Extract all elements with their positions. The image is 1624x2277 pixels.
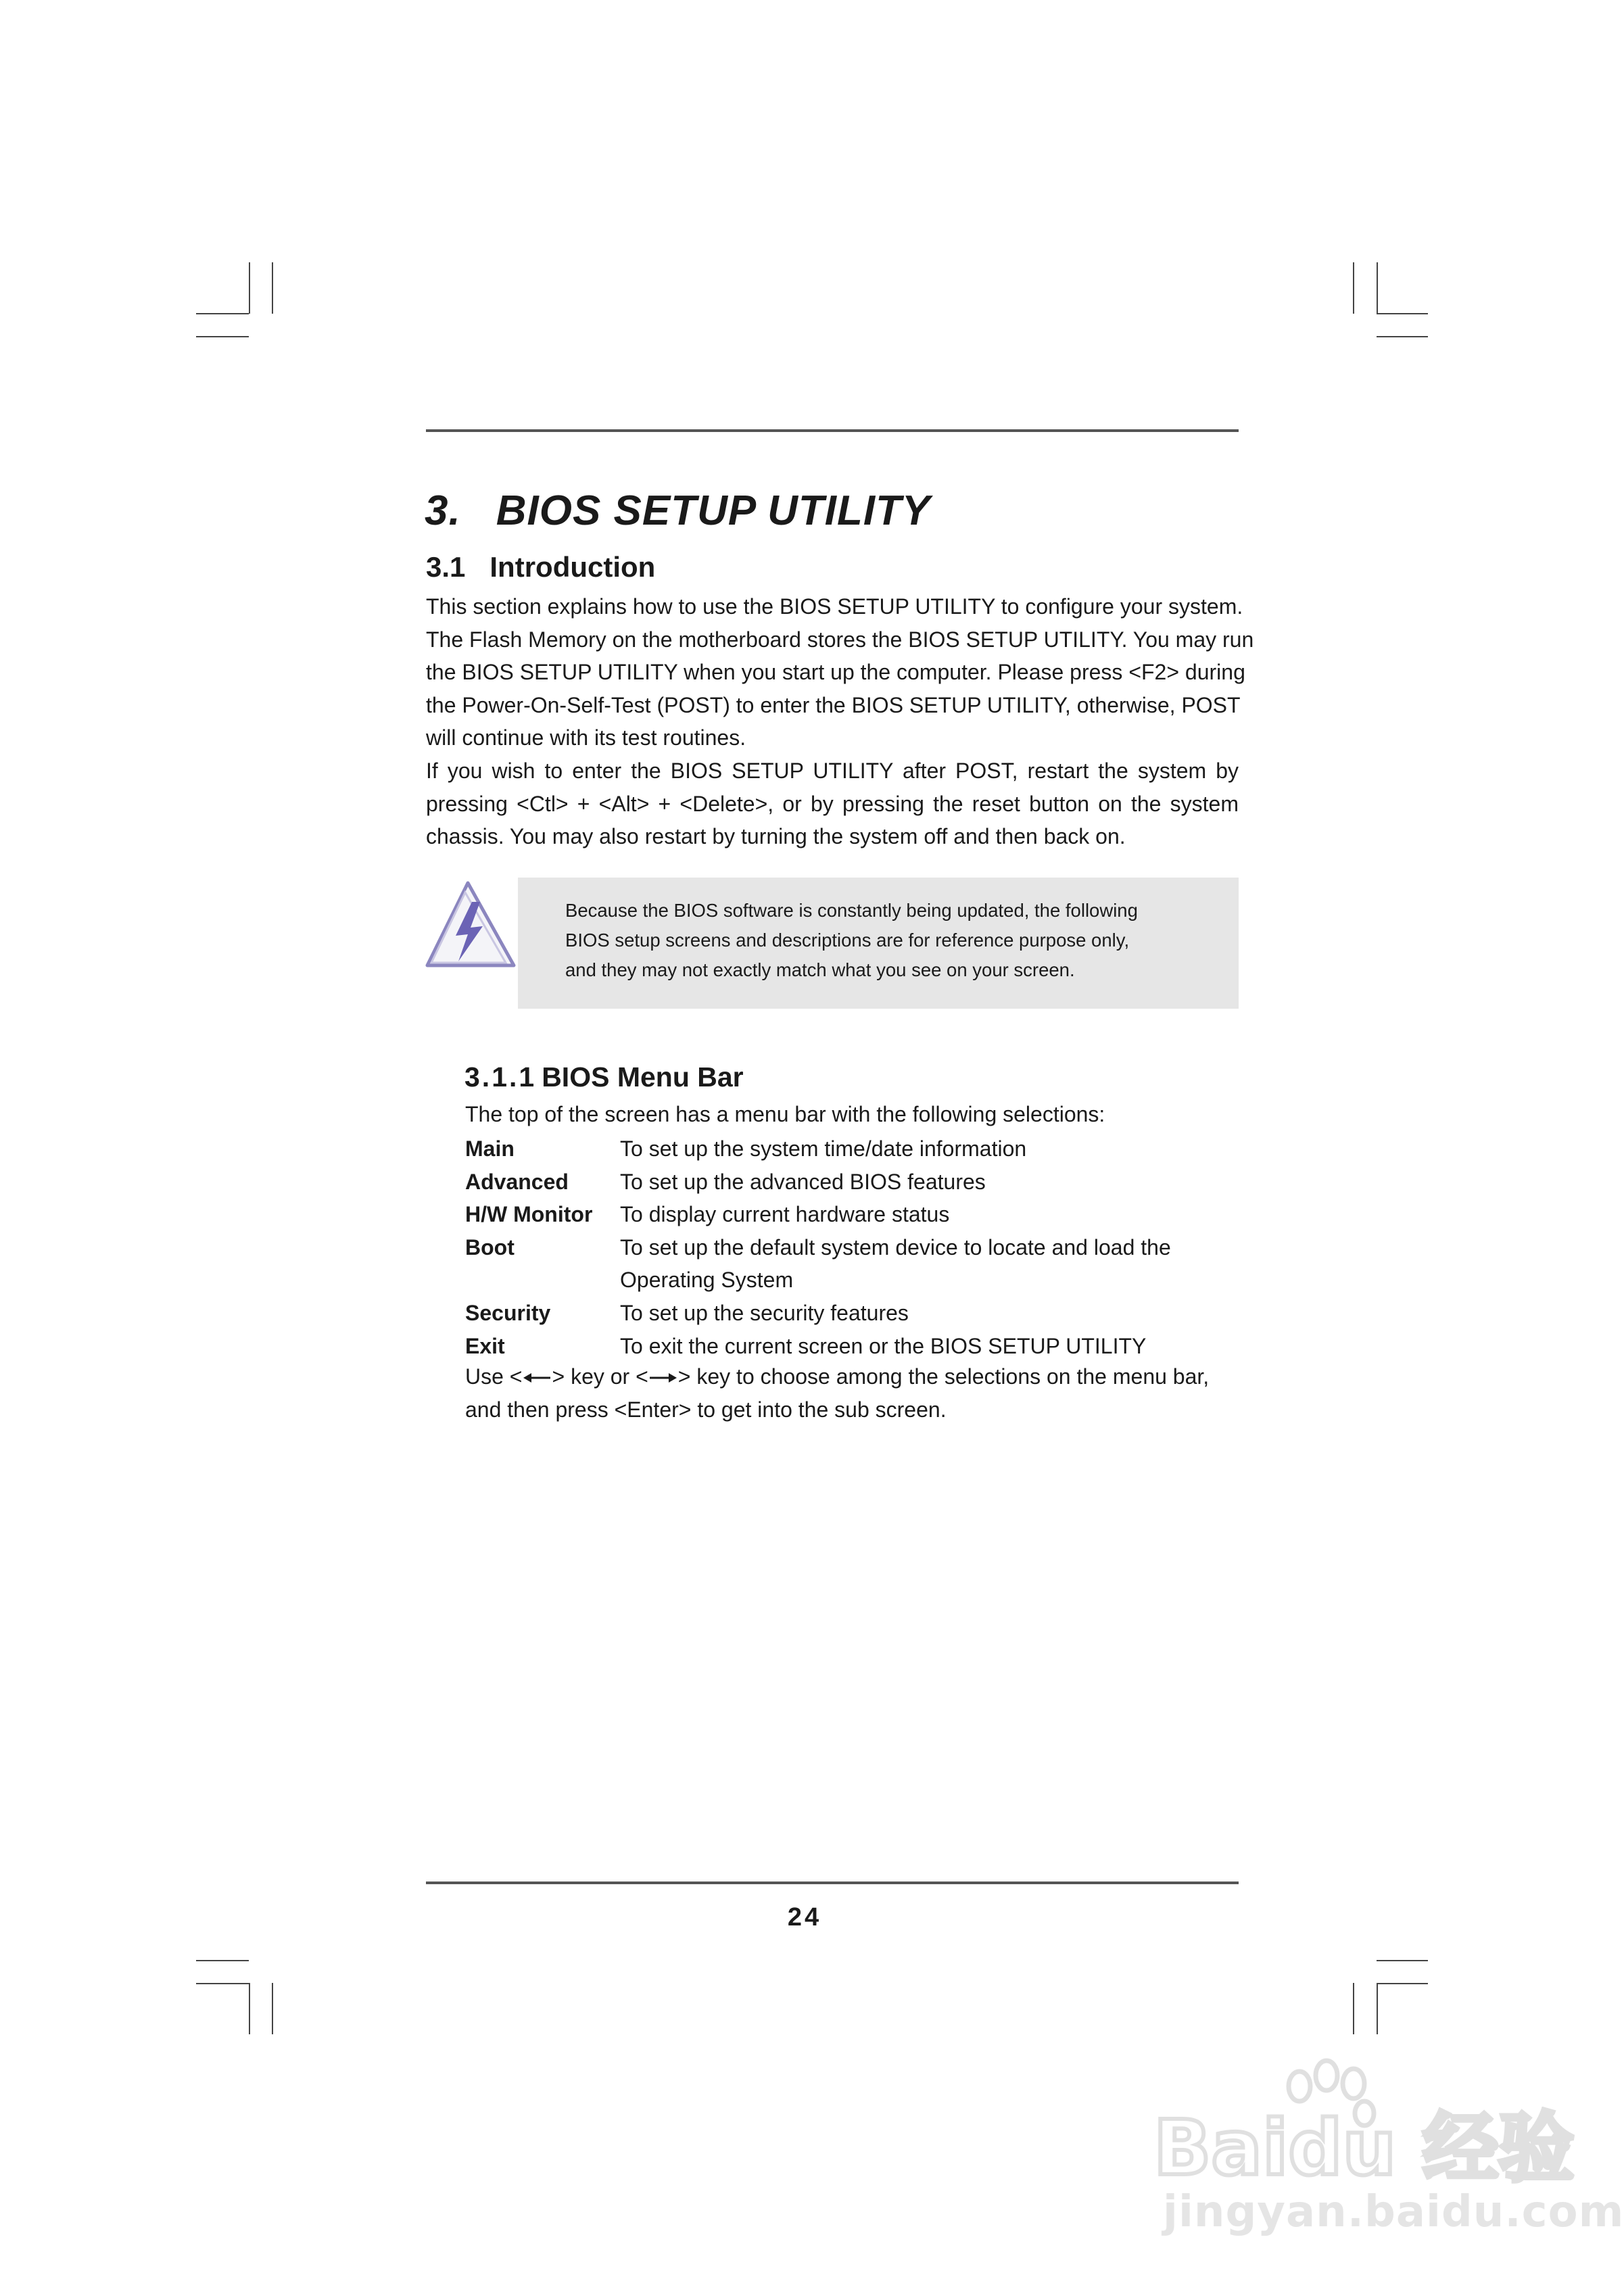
note-text bbox=[565, 896, 1138, 985]
chapter-number: 3. bbox=[425, 487, 461, 534]
menu-desc: To set up the system time/date information bbox=[620, 1136, 1027, 1161]
nav-text: Use < bbox=[465, 1364, 523, 1389]
warning-lightning-icon bbox=[425, 879, 518, 974]
menu-desc: To set up the security features bbox=[620, 1300, 909, 1325]
chapter-title bbox=[425, 487, 930, 535]
chapter-heading: BIOS SETUP UTILITY bbox=[496, 487, 931, 534]
menu-term: Main bbox=[465, 1136, 515, 1161]
nav-text: > key to choose among the selections on the menu bar, bbox=[677, 1364, 1210, 1389]
menu-row-security bbox=[465, 1297, 1239, 1330]
baidu-paw-logo-icon bbox=[1149, 2055, 1575, 2192]
baidu-watermark bbox=[1149, 2055, 1624, 2258]
watermark-brand: Baidu 经验 bbox=[1153, 2105, 1575, 2192]
nav-text: and then press <Enter> to get into the sub screen. bbox=[465, 1397, 947, 1422]
intro-line: the BIOS SETUP UTILITY when you start up the computer. Please press <F2> during bbox=[426, 660, 1245, 685]
intro-line: will continue with its test routines. bbox=[426, 725, 746, 750]
menu-row-advanced bbox=[465, 1166, 1239, 1199]
intro-paragraph bbox=[426, 590, 1254, 754]
intro-line: the Power-On-Self-Test (POST) to enter the BIOS SETUP UTILITY, otherwise, POST bbox=[426, 692, 1241, 717]
menu-term: Boot bbox=[465, 1235, 515, 1260]
menu-desc: To set up the default system device to locate and load the bbox=[620, 1235, 1171, 1260]
menu-desc: Operating System bbox=[620, 1268, 794, 1293]
intro-line: This section explains how to use the BIOS SETUP UTILITY to configure your system. bbox=[426, 594, 1243, 619]
nav-text: > key or < bbox=[552, 1364, 648, 1389]
subsection-heading: BIOS Menu Bar bbox=[542, 1061, 744, 1093]
restart-line: pressing <Ctl> + <Alt> + <Delete>, or by pressing the reset button on the system bbox=[426, 791, 1239, 816]
intro-line: The Flash Memory on the motherboard stores the BIOS SETUP UTILITY. You may run bbox=[426, 627, 1254, 652]
menu-desc: To set up the advanced BIOS features bbox=[620, 1169, 986, 1194]
restart-line: chassis. You may also restart by turning the system off and then back on. bbox=[426, 824, 1126, 849]
section-number: 3.1 bbox=[426, 551, 466, 583]
section-title bbox=[426, 551, 655, 583]
note-line: BIOS setup screens and descriptions are for reference purpose only, bbox=[565, 930, 1130, 951]
menu-selection-list bbox=[465, 1132, 1239, 1362]
note-line: and they may not exactly match what you see on your screen. bbox=[565, 959, 1075, 980]
menu-term: Advanced bbox=[465, 1169, 569, 1194]
header-rule bbox=[426, 429, 1239, 432]
menu-bar-intro: The top of the screen has a menu bar with the following selections: bbox=[465, 1102, 1105, 1126]
watermark-url: jingyan.baidu.com bbox=[1163, 2187, 1624, 2237]
menu-term: Exit bbox=[465, 1333, 505, 1358]
menu-row-hw-monitor bbox=[465, 1198, 1239, 1231]
menu-term: H/W Monitor bbox=[465, 1202, 593, 1227]
navigation-instructions bbox=[465, 1360, 1209, 1426]
left-arrow-icon bbox=[522, 1370, 552, 1386]
restart-line: If you wish to enter the BIOS SETUP UTILITY after POST, restart the system by bbox=[426, 759, 1239, 783]
menu-row-exit bbox=[465, 1330, 1239, 1363]
section-heading: Introduction bbox=[489, 551, 656, 583]
note-line: Because the BIOS software is constantly being updated, the following bbox=[565, 900, 1138, 921]
footer-rule bbox=[426, 1881, 1239, 1884]
menu-row-main bbox=[465, 1132, 1239, 1166]
restart-paragraph bbox=[426, 754, 1239, 853]
menu-term: Security bbox=[465, 1300, 551, 1325]
page-number: 24 bbox=[787, 1903, 822, 1932]
menu-desc: To display current hardware status bbox=[620, 1202, 950, 1227]
subsection-number: 3.1.1 bbox=[464, 1061, 537, 1093]
subsection-title bbox=[464, 1061, 744, 1093]
right-arrow-icon bbox=[648, 1370, 678, 1386]
menu-row-boot bbox=[465, 1231, 1239, 1297]
menu-desc: To exit the current screen or the BIOS SETUP UTILITY bbox=[620, 1333, 1147, 1358]
